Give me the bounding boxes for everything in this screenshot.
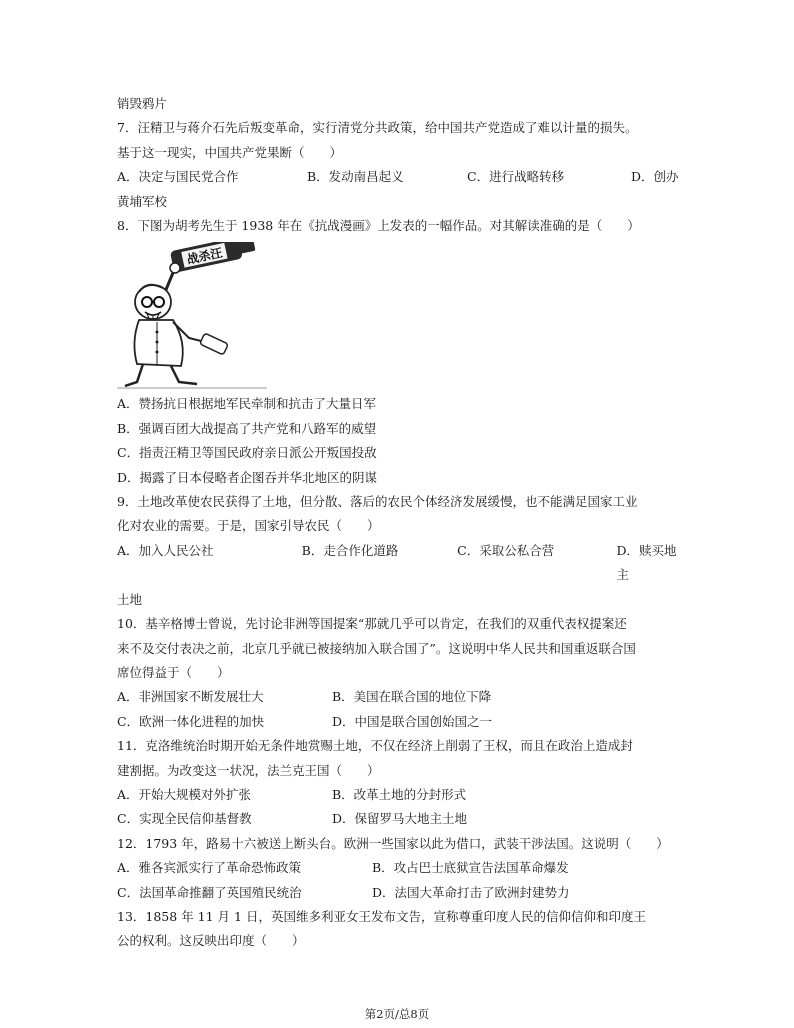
bottle-label: 战杀汪 <box>185 246 224 268</box>
option-d: D．赎买地主 <box>616 542 677 583</box>
option-d: D．揭露了日本侵略者企图吞并华北地区的阴谋 <box>117 469 378 485</box>
option-a: A．雅各宾派实行了革命恐怖政策 <box>117 860 302 876</box>
option-b: B．攻占巴士底狱宣告法国革命爆发 <box>372 860 569 876</box>
option-a: A．赞扬抗日根据地军民牵制和抗击了大量日军 <box>117 396 377 412</box>
question-stem: 7．汪精卫与蒋介石先后叛变革命，实行清党分共政策，给中国共产党造成了难以计量的损失。 <box>117 120 638 136</box>
options-row <box>117 685 687 709</box>
question-stem: 10．基辛格博士曾说，先讨论非洲等国提案“那就几乎可以肯定，在我们的双重代表权提案还 <box>117 616 627 632</box>
question-stem: 9．土地改革使农民获得了土地，但分散、落后的农民个体经济发展缓慢，也不能满足国家工业 <box>117 494 638 510</box>
option-c: C．进行战略转移 <box>467 169 565 185</box>
option-b: B．发动南昌起义 <box>307 169 404 185</box>
question-stem: 来不及交付表决之前，北京几乎就已被接纳加入联合国了”。这说明中华人民共和国重返联合国 <box>117 640 636 656</box>
options-row <box>117 856 687 880</box>
option-a: A．非洲国家不断发展壮大 <box>117 689 264 705</box>
question-8 <box>117 214 687 490</box>
question-12 <box>117 832 687 905</box>
option-b: B．强调百团大战提高了共产党和八路军的威望 <box>117 420 377 436</box>
page-number: 第2页/总8页 <box>364 1007 430 1021</box>
options-row <box>117 165 687 189</box>
question-stem: 11．克洛维统治时期开始无条件地赏赐土地，不仅在经济上削弱了王权，而且在政治上造成封 <box>117 738 633 754</box>
option-c: C．实现全民信仰基督教 <box>117 811 252 827</box>
option-a: A．加入人民公社 <box>117 542 214 558</box>
question-stem: 化对农业的需要。于是，国家引导农民（ ） <box>117 518 380 534</box>
options-row <box>117 881 687 905</box>
option-c: C．法国革命推翻了英国殖民统治 <box>117 884 302 900</box>
option-a: A．开始大规模对外扩张 <box>117 786 252 802</box>
options-row <box>117 539 687 588</box>
cartoon-image <box>117 242 267 390</box>
options-row <box>117 807 687 831</box>
option-c: C．欧洲一体化进程的加快 <box>117 713 265 729</box>
question-7 <box>117 116 687 214</box>
option-b: B．走合作化道路 <box>301 542 399 558</box>
option-a: A．决定与国民党合作 <box>117 169 239 185</box>
option-d: D．中国是联合国创始国之一 <box>332 713 493 729</box>
option-d-continuation: 黄埔军校 <box>117 193 168 209</box>
question-stem: 席位得益于（ ） <box>117 664 230 680</box>
option-d: D．保留罗马大地主土地 <box>332 811 468 827</box>
option-d: D．法国大革命打击了欧洲封建势力 <box>372 884 570 900</box>
option-d: D．创办 <box>631 169 679 185</box>
question-11 <box>117 734 687 832</box>
options-row <box>117 783 687 807</box>
question-10 <box>117 612 687 734</box>
question-stem: 12．1793 年，路易十六被送上断头台。欧洲一些国家以此为借口，武装干涉法国。这说明（ ） <box>117 835 669 851</box>
question-stem: 公的权利。这反映出印度（ ） <box>117 933 305 949</box>
question-stem: 13．1858 年 11 月 1 日，英国维多利亚女王发布文告，宣称尊重印度人民的信仰信仰和印度王 <box>117 908 646 924</box>
question-9 <box>117 490 687 612</box>
option-c: C．指责汪精卫等国民政府亲日派公开叛国投敌 <box>117 445 377 461</box>
question-stem: 基于这一现实，中国共产党果断（ ） <box>117 144 343 160</box>
question-13 <box>117 905 687 954</box>
option-b: B．美国在联合国的地位下降 <box>332 689 492 705</box>
option-c: C．采取公私合营 <box>457 542 555 558</box>
options-row <box>117 710 687 734</box>
option-d-continuation: 土地 <box>117 591 143 607</box>
question-stem: 8．下图为胡考先生于 1938 年在《抗战漫画》上发表的一幅作品。对其解读准确的是（ ） <box>117 218 640 234</box>
page-content <box>117 92 687 954</box>
question-stem: 建割据。为改变这一状况，法兰克王国（ ） <box>117 762 380 778</box>
option-b: B．改革土地的分封形式 <box>332 786 467 802</box>
text-line: 销毁鸦片 <box>117 96 168 111</box>
